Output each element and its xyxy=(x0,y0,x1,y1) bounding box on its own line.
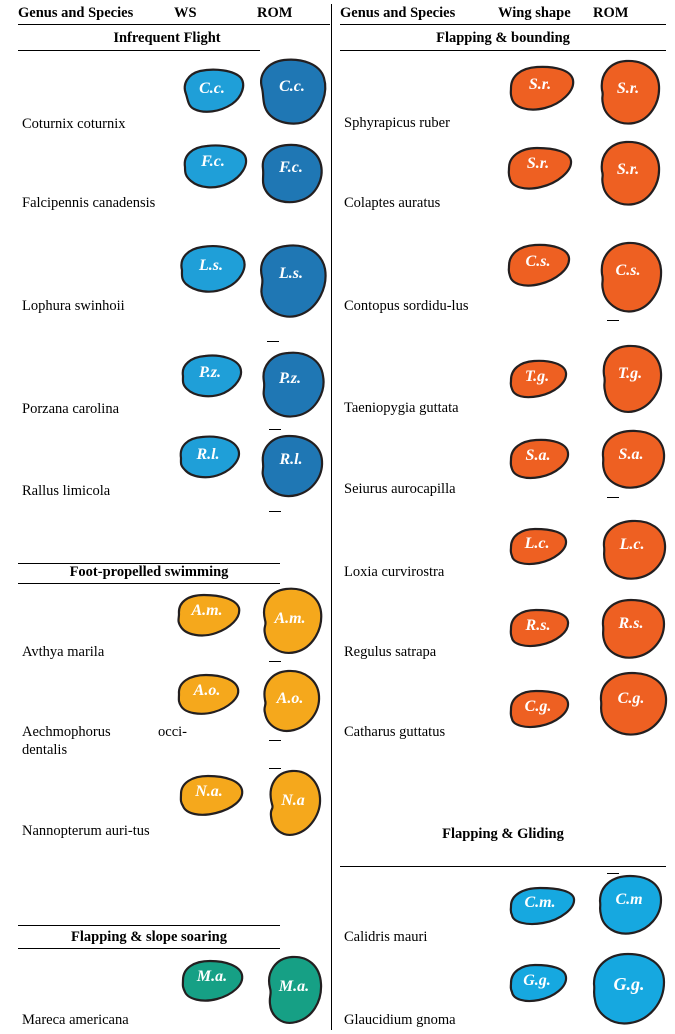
wingshape-label-colaptes-auratus: S.r. xyxy=(526,155,550,172)
scale-tick-rallus xyxy=(269,511,281,512)
rom-blob-falcipennis-canadensis xyxy=(258,143,324,205)
header-wing-shape: Wing shape xyxy=(498,5,571,21)
species-name-sphyrapicus-ruber: Sphyrapicus ruber xyxy=(344,115,450,131)
wingshape-label-aechmophorus-occidentalis: A.o. xyxy=(193,682,221,699)
wingshape-blob-catharus-guttatus xyxy=(506,688,572,732)
wingshape-blob-contopus-sordidulus xyxy=(503,242,573,290)
species-name-colaptes-auratus: Colaptes auratus xyxy=(344,195,441,211)
header-ws: WS xyxy=(174,5,197,21)
wingshape-blob-mareca-americana xyxy=(178,958,246,1004)
rom-label-loxia-curvirostra: L.c. xyxy=(619,536,645,553)
wingshape-label-seiurus-aurocapilla: S.a. xyxy=(525,447,551,464)
right-column-header xyxy=(340,4,666,24)
species-name-glaucidium-gnoma: Glaucidium gnoma xyxy=(344,1012,456,1028)
species-name-seiurus-aurocapilla: Seiurus aurocapilla xyxy=(344,481,456,497)
right-column xyxy=(340,0,670,1034)
rom-blob-sphyrapicus-ruber xyxy=(596,58,662,126)
scale-tick-aechmophorus xyxy=(269,740,281,741)
rom-label-porzana-carolina: P.z. xyxy=(279,370,301,387)
rom-label-colaptes-auratus: S.r. xyxy=(616,161,640,178)
section-rule-bot-slope-soaring xyxy=(18,948,280,949)
wingshape-label-loxia-curvirostra: L.c. xyxy=(524,535,550,552)
left-header-rule xyxy=(18,24,330,25)
rom-label-regulus-satrapa: R.s. xyxy=(618,615,644,632)
rom-blob-regulus-satrapa xyxy=(597,597,667,661)
section-rule-flapping-gliding xyxy=(340,866,666,867)
wingshape-blob-porzana-carolina xyxy=(178,353,244,401)
rom-blob-catharus-guttatus xyxy=(595,670,669,738)
section-title-flapping-gliding: Flapping & Gliding xyxy=(442,826,564,842)
rom-blob-porzana-carolina xyxy=(258,350,326,420)
wingshape-label-regulus-satrapa: R.s. xyxy=(525,617,551,634)
rom-label-falcipennis-canadensis: F.c. xyxy=(279,159,303,176)
wingshape-label-coturnix-coturnix: C.c. xyxy=(199,80,225,97)
section-rule-top-slope-soaring xyxy=(18,925,280,926)
species-name-taeniopygia-guttata: Taeniopygia guttata xyxy=(344,400,459,416)
species-name-loxia-curvirostra: Loxia curvirostra xyxy=(344,564,445,580)
left-column xyxy=(4,0,334,1034)
left-column-header xyxy=(4,4,330,24)
rom-label-coturnix-coturnix: C.c. xyxy=(279,78,305,95)
rom-label-lophura-swinhoii: L.s. xyxy=(279,265,303,282)
wingshape-label-glaucidium-gnoma: G.g. xyxy=(523,972,551,989)
wingshape-label-mareca-americana: M.a. xyxy=(196,968,228,985)
rom-label-mareca-americana: M.a. xyxy=(278,978,310,995)
wingshape-blob-aechmophorus-occidentalis xyxy=(174,672,242,718)
section-rule-infrequent-flight xyxy=(18,50,260,51)
rom-label-catharus-guttatus: C.g. xyxy=(617,690,645,707)
rom-label-glaucidium-gnoma: G.g. xyxy=(613,974,645,994)
species-name-avthya-marila: Avthya marila xyxy=(22,644,105,660)
species-name-porzana-carolina: Porzana carolina xyxy=(22,401,120,417)
scale-tick-calidris xyxy=(607,873,619,874)
species-name-rallus-limicola: Rallus limicola xyxy=(22,483,111,499)
rom-label-nannopterum-auritus: N.a xyxy=(281,792,305,809)
wingshape-blob-colaptes-auratus xyxy=(503,145,575,193)
wingshape-blob-falcipennis-canadensis xyxy=(179,143,249,191)
species-name-catharus-guttatus: Catharus guttatus xyxy=(344,724,446,740)
species-name-lophura-swinhoii: Lophura swinhoii xyxy=(22,298,125,314)
wingshape-label-catharus-guttatus: C.g. xyxy=(524,698,552,715)
species-name-aechmophorus-occidentalis: Aechmophorus occi-dentalis xyxy=(22,724,187,758)
right-header-rule xyxy=(340,24,666,25)
wingshape-blob-loxia-curvirostra xyxy=(506,526,570,568)
section-title-foot-propelled-swimming: Foot-propelled swimming xyxy=(69,564,229,580)
wingshape-blob-rallus-limicola xyxy=(176,434,242,482)
rom-blob-coturnix-coturnix xyxy=(256,58,328,126)
rom-blob-taeniopygia-guttata xyxy=(598,343,664,415)
wingshape-label-sphyrapicus-ruber: S.r. xyxy=(528,76,552,93)
species-name-calidris-mauri: Calidris mauri xyxy=(344,929,428,945)
rom-label-avthya-marila: A.m. xyxy=(274,610,306,627)
rom-blob-mareca-americana xyxy=(262,954,324,1026)
wingshape-blob-seiurus-aurocapilla xyxy=(506,437,572,483)
rom-label-rallus-limicola: R.l. xyxy=(279,451,303,468)
species-name-coturnix-coturnix: Coturnix coturnix xyxy=(22,116,126,132)
rom-blob-aechmophorus-occidentalis xyxy=(258,668,322,734)
rom-label-aechmophorus-occidentalis: A.o. xyxy=(276,690,304,707)
header-rom-right: ROM xyxy=(593,5,629,21)
rom-blob-nannopterum-auritus xyxy=(262,768,322,838)
section-title-infrequent-flight: Infrequent Flight xyxy=(113,30,221,46)
section-rule-bot-foot-propelled xyxy=(18,583,280,584)
species-name-nannopterum-auritus: Nannopterum auri-tus xyxy=(22,823,150,839)
rom-blob-loxia-curvirostra xyxy=(598,518,668,582)
rom-label-taeniopygia-guttata: T.g. xyxy=(617,365,643,382)
section-rule-flapping-bounding xyxy=(340,50,666,51)
wingshape-label-taeniopygia-guttata: T.g. xyxy=(524,368,550,385)
scale-tick-seiurus xyxy=(607,497,619,498)
wingshape-blob-calidris-mauri xyxy=(506,885,578,929)
rom-label-seiurus-aurocapilla: S.a. xyxy=(618,446,644,463)
wingshape-blob-regulus-satrapa xyxy=(506,607,572,651)
rom-blob-colaptes-auratus xyxy=(596,139,662,207)
scale-tick-porzana xyxy=(269,429,281,430)
scale-tick-contopus xyxy=(607,320,619,321)
species-name-falcipennis-canadensis: Falcipennis canadensis xyxy=(22,195,156,211)
rom-label-contopus-sordidulus: C.s. xyxy=(615,262,641,279)
rom-blob-glaucidium-gnoma xyxy=(588,950,668,1028)
rom-blob-avthya-marila xyxy=(258,586,324,656)
rom-blob-rallus-limicola xyxy=(257,433,325,499)
rom-label-sphyrapicus-ruber: S.r. xyxy=(616,80,640,97)
wingshape-label-avthya-marila: A.m. xyxy=(191,602,223,619)
wingshape-blob-taeniopygia-guttata xyxy=(506,358,570,402)
scale-tick-nannopterum xyxy=(269,768,281,769)
rom-label-calidris-mauri: C.m xyxy=(615,891,643,908)
wingshape-label-calidris-mauri: C.m. xyxy=(524,894,556,911)
wingshape-blob-coturnix-coturnix xyxy=(178,66,246,118)
wingshape-label-lophura-swinhoii: L.s. xyxy=(199,257,223,274)
wingshape-blob-lophura-swinhoii xyxy=(176,244,248,296)
section-title-flapping-slope-soaring: Flapping & slope soaring xyxy=(71,929,227,945)
section-title-flapping-bounding: Flapping & bounding xyxy=(436,30,570,46)
header-genus-species: Genus and Species xyxy=(18,5,134,21)
scale-tick-avthya xyxy=(269,661,281,662)
species-name-regulus-satrapa: Regulus satrapa xyxy=(344,644,437,660)
wingshape-label-porzana-carolina: P.z. xyxy=(199,364,221,381)
wingshape-blob-avthya-marila xyxy=(174,592,242,640)
wingshape-blob-nannopterum-auritus xyxy=(176,773,246,819)
wingshape-label-falcipennis-canadensis: F.c. xyxy=(201,153,225,170)
wingshape-blob-glaucidium-gnoma xyxy=(506,962,570,1006)
wingshape-label-contopus-sordidulus: C.s. xyxy=(525,253,551,270)
species-name-contopus-sordidulus: Contopus sordidu-lus xyxy=(344,298,469,314)
rom-blob-contopus-sordidulus xyxy=(596,240,664,314)
header-rom: ROM xyxy=(257,5,293,21)
rom-blob-calidris-mauri xyxy=(594,873,664,937)
header-genus-species-right: Genus and Species xyxy=(340,5,456,21)
scale-tick-lophura xyxy=(267,341,279,342)
rom-blob-lophura-swinhoii xyxy=(256,243,328,319)
rom-blob-seiurus-aurocapilla xyxy=(597,428,667,490)
wingshape-label-rallus-limicola: R.l. xyxy=(196,446,220,463)
wingshape-blob-sphyrapicus-ruber xyxy=(505,64,577,114)
wingshape-label-nannopterum-auritus: N.a. xyxy=(195,783,223,800)
species-name-mareca-americana: Mareca americana xyxy=(22,1012,129,1028)
